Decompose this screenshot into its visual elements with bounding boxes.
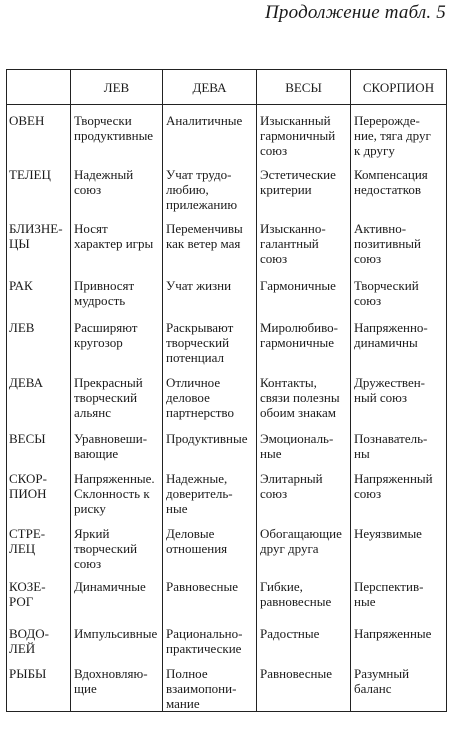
- table-cell: Элитарный союз: [257, 463, 351, 518]
- table-row: [7, 571, 447, 618]
- table-cell: Полное взаимопони- мание: [163, 658, 257, 712]
- table-cell: Носят характер игры: [71, 213, 163, 270]
- table-cell: Творчески продуктивные: [71, 105, 163, 159]
- table-cell: Познаватель- ны: [351, 423, 447, 463]
- table-cell: Учат трудо- любию, прилежанию: [163, 159, 257, 213]
- table-cell: Деловые отношения: [163, 518, 257, 571]
- row-sign-label: ТЕЛЕЦ: [7, 159, 71, 213]
- table-cell: Дружествен- ный союз: [351, 367, 447, 423]
- table-cell: Импульсивные: [71, 618, 163, 658]
- compatibility-table: [6, 69, 447, 712]
- table-cell: Динамичные: [71, 571, 163, 618]
- table-cell: Компенсация недостатков: [351, 159, 447, 213]
- table-cell: Отличное деловое партнерство: [163, 367, 257, 423]
- table-cell: Изысканный гармоничный союз: [257, 105, 351, 159]
- table-row: [7, 658, 447, 712]
- table-row: [7, 423, 447, 463]
- table-cell: Уравновеши- вающие: [71, 423, 163, 463]
- table-cell: Продуктивные: [163, 423, 257, 463]
- table-row: [7, 367, 447, 423]
- table-row: [7, 518, 447, 571]
- row-sign-label: РАК: [7, 270, 71, 312]
- table-cell: Учат жизни: [163, 270, 257, 312]
- table-row: [7, 312, 447, 367]
- table-cell: Равновесные: [163, 571, 257, 618]
- table-row: [7, 270, 447, 312]
- table-cell: Разумный баланс: [351, 658, 447, 712]
- table-row: [7, 213, 447, 270]
- table-cell: Яркий творческий союз: [71, 518, 163, 571]
- table-cell: Неуязвимые: [351, 518, 447, 571]
- table-cell: Перерожде- ние, тяга друг к другу: [351, 105, 447, 159]
- header-scorpio: СКОРПИОН: [351, 70, 447, 105]
- table-caption: Продолжение табл. 5: [265, 2, 446, 23]
- row-sign-label: СТРЕ- ЛЕЦ: [7, 518, 71, 571]
- table-cell: Напряженно- динамичны: [351, 312, 447, 367]
- table-cell: Эмоциональ- ные: [257, 423, 351, 463]
- table-row: [7, 105, 447, 159]
- table-cell: Вдохновляю- щие: [71, 658, 163, 712]
- row-sign-label: РЫБЫ: [7, 658, 71, 712]
- table-cell: Расширяют кругозор: [71, 312, 163, 367]
- header-leo: ЛЕВ: [71, 70, 163, 105]
- table-cell: Надежные, доверитель- ные: [163, 463, 257, 518]
- table-cell: Радостные: [257, 618, 351, 658]
- table-cell: Привносят мудрость: [71, 270, 163, 312]
- table-cell: Миролюбиво- гармоничные: [257, 312, 351, 367]
- table-cell: Раскрывают творческий потенциал: [163, 312, 257, 367]
- row-sign-label: ВЕСЫ: [7, 423, 71, 463]
- table-cell: Напряженные. Склонность к риску: [71, 463, 163, 518]
- table-cell: Перспектив- ные: [351, 571, 447, 618]
- table-cell: Рационально- практические: [163, 618, 257, 658]
- row-sign-label: БЛИЗНЕ- ЦЫ: [7, 213, 71, 270]
- row-sign-label: ВОДО- ЛЕЙ: [7, 618, 71, 658]
- table-cell: Аналитичные: [163, 105, 257, 159]
- table-row: [7, 618, 447, 658]
- table-cell: Изысканно- галантный союз: [257, 213, 351, 270]
- table-cell: Обогащающие друг друга: [257, 518, 351, 571]
- row-sign-label: СКОР- ПИОН: [7, 463, 71, 518]
- table-cell: Гармоничные: [257, 270, 351, 312]
- table-cell: Напряженный союз: [351, 463, 447, 518]
- table-row: [7, 159, 447, 213]
- table-cell: Контакты, связи полезны обоим знакам: [257, 367, 351, 423]
- header-corner: [7, 70, 71, 105]
- table-cell: Эстетические критерии: [257, 159, 351, 213]
- table-cell: Прекрасный творческий альянс: [71, 367, 163, 423]
- table-cell: Напряженные: [351, 618, 447, 658]
- header-virgo: ДЕВА: [163, 70, 257, 105]
- table-cell: Активно- позитивный союз: [351, 213, 447, 270]
- header-row: [7, 70, 447, 105]
- table-row: [7, 463, 447, 518]
- row-sign-label: КОЗЕ- РОГ: [7, 571, 71, 618]
- row-sign-label: ДЕВА: [7, 367, 71, 423]
- table-cell: Гибкие, равновесные: [257, 571, 351, 618]
- table-cell: Творческий союз: [351, 270, 447, 312]
- table-cell: Надежный союз: [71, 159, 163, 213]
- header-libra: ВЕСЫ: [257, 70, 351, 105]
- table-cell: Переменчивы как ветер мая: [163, 213, 257, 270]
- row-sign-label: ЛЕВ: [7, 312, 71, 367]
- table-cell: Равновесные: [257, 658, 351, 712]
- row-sign-label: ОВЕН: [7, 105, 71, 159]
